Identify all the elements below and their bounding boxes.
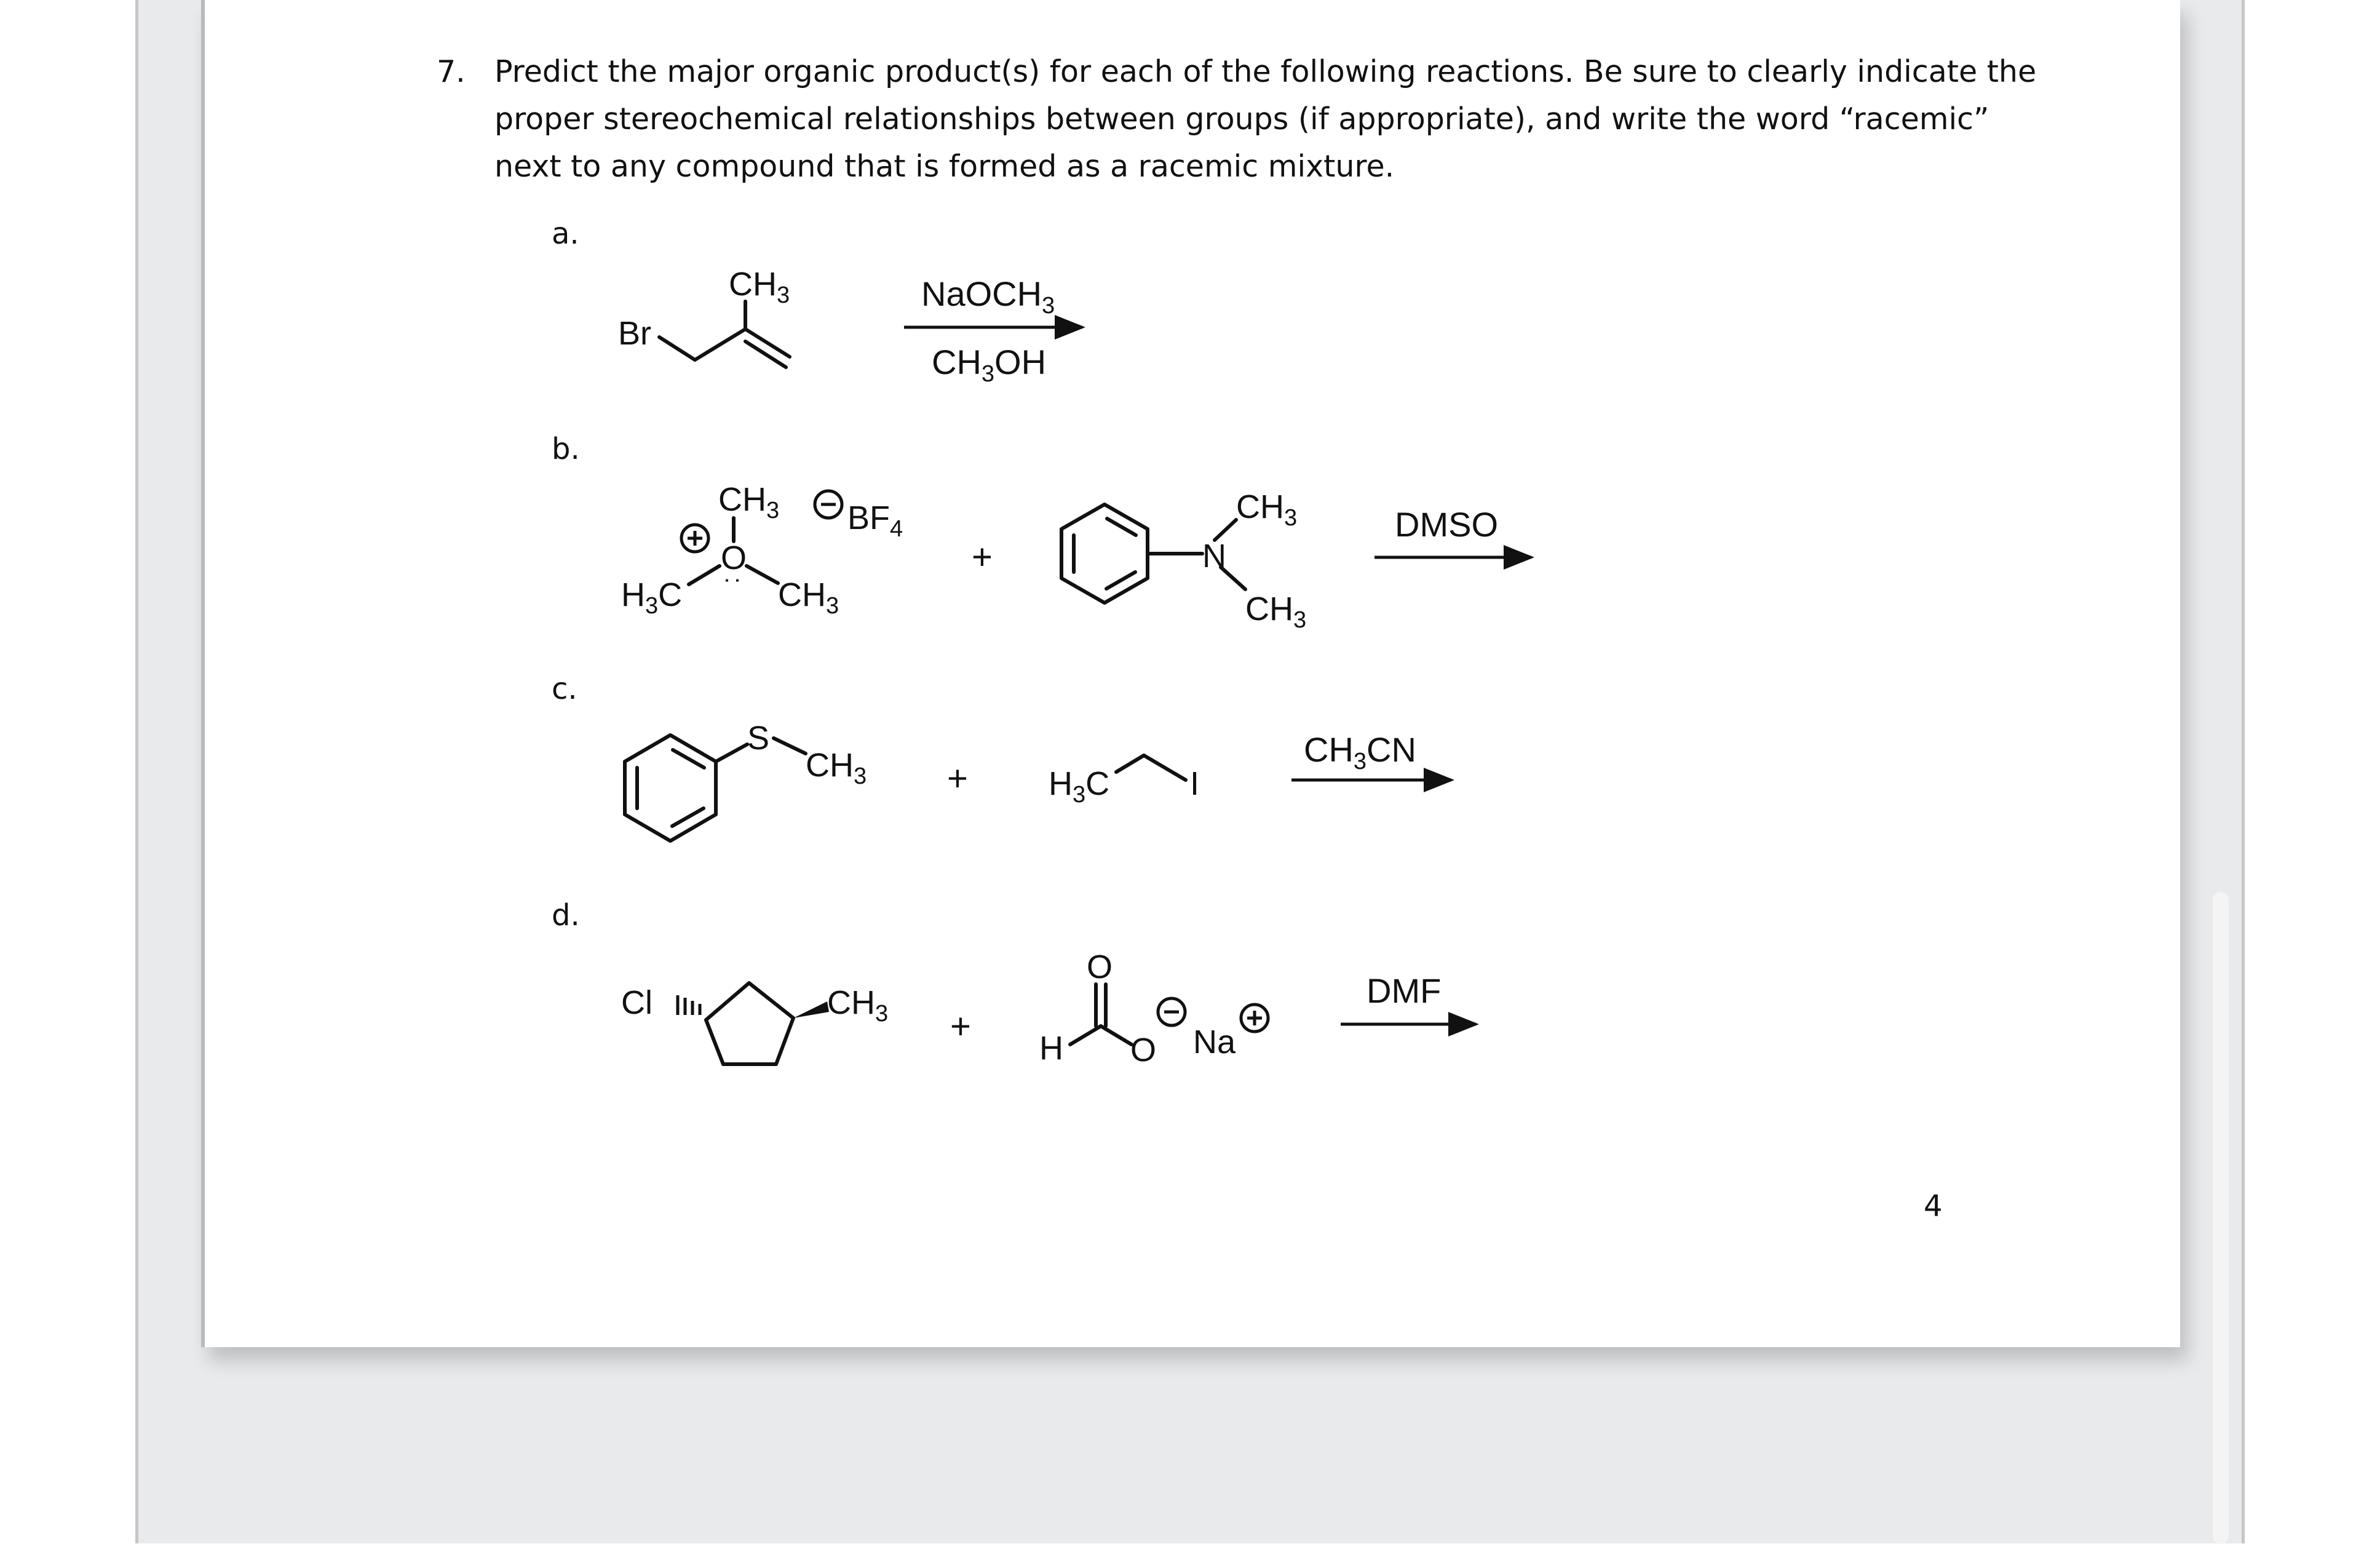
reaction-c — [625, 720, 1451, 841]
reagent-b: DMSO — [1395, 505, 1498, 544]
bond-ring-s — [716, 744, 747, 762]
bond-s-ch3 — [774, 738, 806, 754]
reaction-a — [618, 266, 1082, 387]
sodium-formate-structure — [1039, 949, 1268, 1068]
lone-pair-dots: : — [720, 577, 747, 584]
part-c-label: c. — [552, 672, 577, 706]
double-bond-1 — [745, 329, 790, 357]
plus-c: + — [947, 758, 968, 798]
ethyl-h3c-label: $H_3C$ — [1049, 765, 1110, 808]
sulfur-label: S — [747, 720, 770, 757]
plus-b: + — [972, 537, 993, 577]
question-text-line-3: next to any compound that is formed as a racemic mixture. — [494, 149, 1395, 184]
thioanisole-structure — [625, 720, 867, 841]
reagent-c: $CH_3CN$ — [1304, 730, 1416, 774]
hashed-wedge-bond — [678, 995, 700, 1015]
bond-c-c — [695, 329, 745, 360]
bromine-label: Br — [618, 315, 651, 352]
reagent-a-bottom: $CH_3OH$ — [932, 343, 1047, 387]
cyclopentane-methyl: $CH_3$ — [827, 984, 889, 1027]
carbonyl-oxygen-label: O — [1087, 949, 1113, 985]
reagent-a-top: NaOCH$_3$ — [921, 274, 1055, 319]
bond-o-ch3-right — [747, 566, 778, 583]
chloromethylcyclopentane-structure — [621, 983, 888, 1064]
bond-c-h — [1070, 1026, 1101, 1045]
question-text-line-2: proper stereochemical relationships between groups (if appropriate), and write the word “racemic” — [494, 101, 1989, 137]
iodine-label: I — [1190, 765, 1200, 802]
part-a-label: a. — [552, 217, 579, 251]
cyclopentane-ring — [706, 983, 793, 1064]
bond-o-h3c — [689, 566, 720, 584]
carboxylate-oxygen-label: O — [1130, 1032, 1157, 1068]
oxonium-methyl-top: $CH_3$ — [718, 481, 780, 523]
hydrogen-label: H — [1039, 1030, 1063, 1067]
double-bond-2 — [745, 341, 786, 367]
dimethylaniline-structure — [1061, 488, 1306, 633]
methyl-label: $CH_3$ — [729, 266, 790, 308]
reaction-d — [621, 949, 1476, 1068]
question-number: 7. — [437, 54, 466, 89]
question-text-line-1: Predict the major organic product(s) for each of the following reactions. Be sure to clearly indicate the — [494, 54, 2037, 89]
tetrafluoroborate-label: $BF_4$ — [847, 499, 903, 542]
thioether-methyl: $CH_3$ — [806, 747, 867, 789]
reagent-d: DMF — [1367, 971, 1442, 1010]
aniline-methyl-top: $CH_3$ — [1236, 488, 1298, 531]
part-d-label: d. — [552, 898, 580, 933]
bond-n-ch3-bottom — [1221, 567, 1245, 589]
sodium-label: Na — [1193, 1024, 1236, 1061]
bond-c-i — [1144, 755, 1186, 780]
aniline-methyl-bottom: $CH_3$ — [1245, 591, 1307, 633]
solid-wedge-bond — [793, 1001, 829, 1018]
bond-br-c — [659, 337, 695, 360]
allyl-bromide-structure — [618, 266, 790, 367]
reaction-b — [621, 481, 1531, 633]
plus-d: + — [950, 1006, 971, 1046]
bond-ch2 — [1116, 755, 1144, 772]
nitrogen-label: N — [1202, 538, 1226, 575]
bond-c-o — [1101, 1026, 1132, 1045]
trimethyloxonium-structure — [621, 481, 903, 619]
oxonium-methyl-right: $CH_3$ — [778, 576, 839, 619]
ethyl-iodide-structure — [1049, 755, 1199, 808]
page-number: 4 — [1924, 1189, 1943, 1224]
chlorine-label: Cl — [621, 984, 653, 1021]
part-b-label: b. — [552, 432, 580, 466]
oxygen-label: O — [721, 539, 747, 576]
oxonium-h3c-label: $H_3C$ — [621, 576, 683, 619]
